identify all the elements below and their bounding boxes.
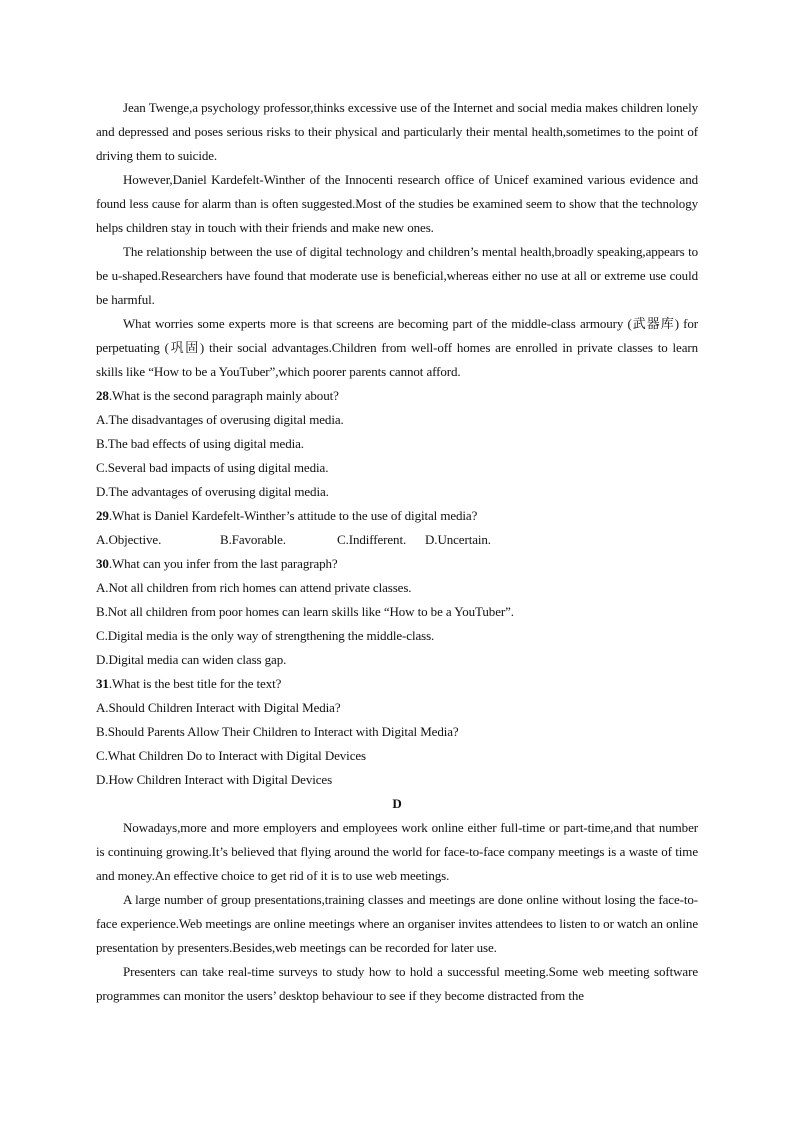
- question-31-option-b: B.Should Parents Allow Their Children to Interact with Digital Media?: [96, 724, 459, 739]
- passage-d-paragraph-2: A large number of group presentations,training classes and meetings are done online without losing the face-to-face experience.Web meetings are online meetings where an organiser invites attendees to listen to or watch an online presentation by presenters.Besides,web meetings can be recorded for later use.: [96, 892, 698, 955]
- question-number: 29: [96, 508, 109, 523]
- question-text: .What is the best title for the text?: [108, 676, 282, 691]
- question-30-option-c: C.Digital media is the only way of strengthening the middle-class.: [96, 628, 435, 643]
- question-30-option-a: A.Not all children from rich homes can attend private classes.: [96, 580, 412, 595]
- question-29: [96, 504, 698, 528]
- passage-c-paragraph-4: What worries some experts more is that screens are becoming part of the middle-class armoury (武器库) for perpetuating (巩固) their social advantages.Children from well-off homes are enrolled in private classes to learn skills like “How to be a YouTuber”,which poorer parents cannot afford.: [96, 316, 698, 379]
- question-30: [96, 552, 698, 576]
- question-31-option-c: C.What Children Do to Interact with Digital Devices: [96, 748, 366, 763]
- passage-d-paragraph-3: Presenters can take real-time surveys to study how to hold a successful meeting.Some web meeting software programmes can monitor the users’ desktop behaviour to see if they become distracted from the: [96, 964, 698, 1003]
- question-text: .What is Daniel Kardefelt-Winther’s attitude to the use of digital media?: [108, 508, 478, 523]
- question-text: .What can you infer from the last paragraph?: [108, 556, 338, 571]
- question-30-option-b: B.Not all children from poor homes can learn skills like “How to be a YouTuber”.: [96, 604, 514, 619]
- question-29-options: [96, 528, 698, 552]
- question-28-option-c: C.Several bad impacts of using digital media.: [96, 460, 329, 475]
- question-31: [96, 672, 698, 696]
- question-28-option-d: D.The advantages of overusing digital media.: [96, 484, 329, 499]
- passage-c-paragraph-2: However,Daniel Kardefelt-Winther of the Innocenti research office of Unicef examined various evidence and found less cause for alarm than is often suggested.Most of the studies be examined seem to show that the technology helps children stay in touch with their friends and make new ones.: [96, 172, 698, 235]
- question-31-option-a: A.Should Children Interact with Digital Media?: [96, 700, 341, 715]
- section-title-d: D: [392, 796, 402, 811]
- question-28-option-a: A.The disadvantages of overusing digital media.: [96, 412, 344, 427]
- question-number: 28: [96, 388, 109, 403]
- question-30-option-d: D.Digital media can widen class gap.: [96, 652, 287, 667]
- question-29-option-c: C.Indifferent.: [337, 532, 407, 547]
- question-29-option-a: A.Objective.: [96, 532, 162, 547]
- question-number: 30: [96, 556, 109, 571]
- document-page: [96, 96, 698, 1008]
- passage-c-paragraph-1: Jean Twenge,a psychology professor,thinks excessive use of the Internet and social media makes children lonely and depressed and poses serious risks to their physical and particularly their mental health,sometimes to the point of driving them to suicide.: [96, 100, 698, 163]
- question-text: .What is the second paragraph mainly about?: [108, 388, 339, 403]
- passage-d-paragraph-1: Nowadays,more and more employers and employees work online either full-time or part-time,and that number is continuing growing.It’s believed that flying around the world for face-to-face company meetings is a waste of time and money.An effective choice to get rid of it is to use web meetings.: [96, 820, 698, 883]
- question-29-option-b: B.Favorable.: [220, 532, 286, 547]
- question-29-option-d: D.Uncertain.: [425, 532, 491, 547]
- question-28: [96, 384, 698, 408]
- passage-c-paragraph-3: The relationship between the use of digital technology and children’s mental health,broadly speaking,appears to be u-shaped.Researchers have found that moderate use is beneficial,whereas either no use at all or extreme use could be harmful.: [96, 244, 698, 307]
- question-31-option-d: D.How Children Interact with Digital Devices: [96, 772, 333, 787]
- question-number: 31: [96, 676, 109, 691]
- question-28-option-b: B.The bad effects of using digital media.: [96, 436, 304, 451]
